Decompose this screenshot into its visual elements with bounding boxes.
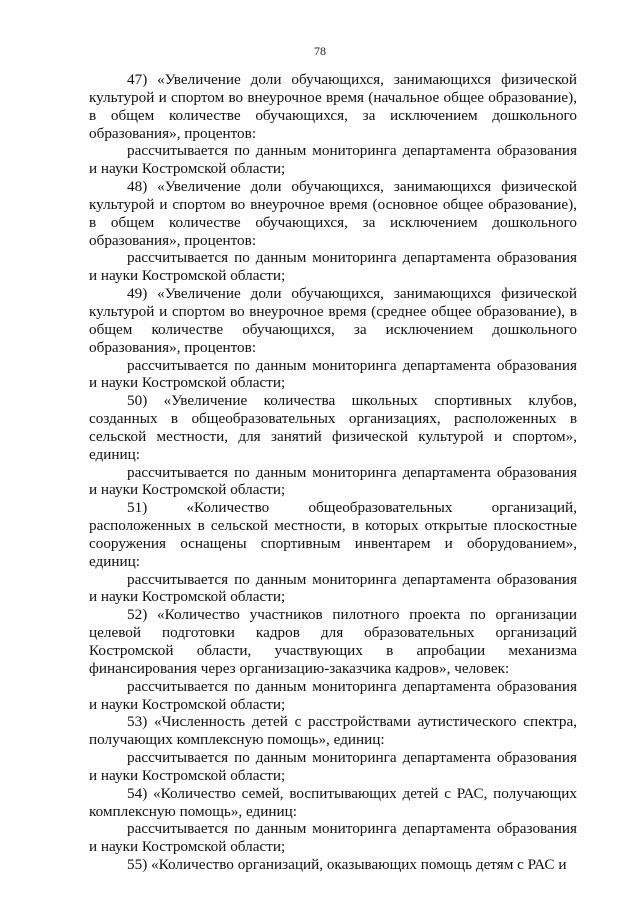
page-number: 78 [314, 44, 326, 58]
list-item [89, 606, 577, 713]
indicator-title: 51) «Количество общеобразовательных организаций, расположенных в сельской местности, в которых открытые плоскостные сооружения оснащены спортивным инвентарем и оборудованием», единиц: [89, 499, 577, 570]
continued-item-title: 55) «Количество организаций, оказывающих помощь детям с РАС и [127, 856, 567, 874]
list-item [89, 178, 577, 285]
indicator-calculation-note: рассчитывается по данным мониторинга департамента образования и науки Костромской области; [89, 463, 577, 499]
indicator-calculation-note: рассчитывается по данным мониторинга департамента образования и науки Костромской области; [89, 677, 577, 713]
indicator-calculation-note: рассчитывается по данным мониторинга департамента образования и науки Костромской области; [89, 820, 577, 856]
list-item [89, 713, 577, 784]
indicator-calculation-note: рассчитывается по данным мониторинга департамента образования и науки Костромской области; [89, 570, 577, 606]
indicator-title: 49) «Увеличение доли обучающихся, занимающихся физической культурой и спортом во внеурочное время (среднее общее образование), в общем количестве обучающихся, за исключением дошкольного образования», процентов: [89, 285, 577, 356]
indicator-title: 54) «Количество семей, воспитывающих детей с РАС, получающих комплексную помощь», единиц: [89, 784, 577, 820]
indicator-title: 53) «Численность детей с расстройствами аутистического спектра, получающих комплексную помощь», единиц: [89, 713, 577, 749]
indicator-title: 47) «Увеличение доли обучающихся, занимающихся физической культурой и спортом во внеурочное время (начальное общее образование), в общем количестве обучающихся, за исключением дошкольного образования», процентов: [89, 71, 577, 142]
indicator-calculation-note: рассчитывается по данным мониторинга департамента образования и науки Костромской области; [89, 356, 577, 392]
document-body [89, 71, 577, 874]
list-item [89, 285, 577, 392]
indicator-title: 52) «Количество участников пилотного проекта по организации целевой подготовки кадров для образовательных организаций Костромской области, участвующих в апробации механизма финансирования через организацию-заказчика кадров», человек: [89, 606, 577, 677]
list-item [89, 499, 577, 606]
indicator-title: 50) «Увеличение количества школьных спортивных клубов, созданных в общеобразовательных организациях, расположенных в сельской местности, для занятий физической культурой и спортом», единиц: [89, 392, 577, 463]
list-item [89, 785, 577, 856]
indicator-calculation-note: рассчитывается по данным мониторинга департамента образования и науки Костромской области; [89, 749, 577, 784]
indicator-calculation-note: рассчитывается по данным мониторинга департамента образования и науки Костромской области; [89, 142, 577, 178]
indicator-title: 48) «Увеличение доли обучающихся, занимающихся физической культурой и спортом во внеурочное время (основное общее образование), в общем количестве обучающихся, за исключением дошкольного образования», процентов: [89, 178, 577, 249]
list-item [89, 392, 577, 499]
list-item [89, 71, 577, 178]
indicator-calculation-note: рассчитывается по данным мониторинга департамента образования и науки Костромской области; [89, 249, 577, 285]
